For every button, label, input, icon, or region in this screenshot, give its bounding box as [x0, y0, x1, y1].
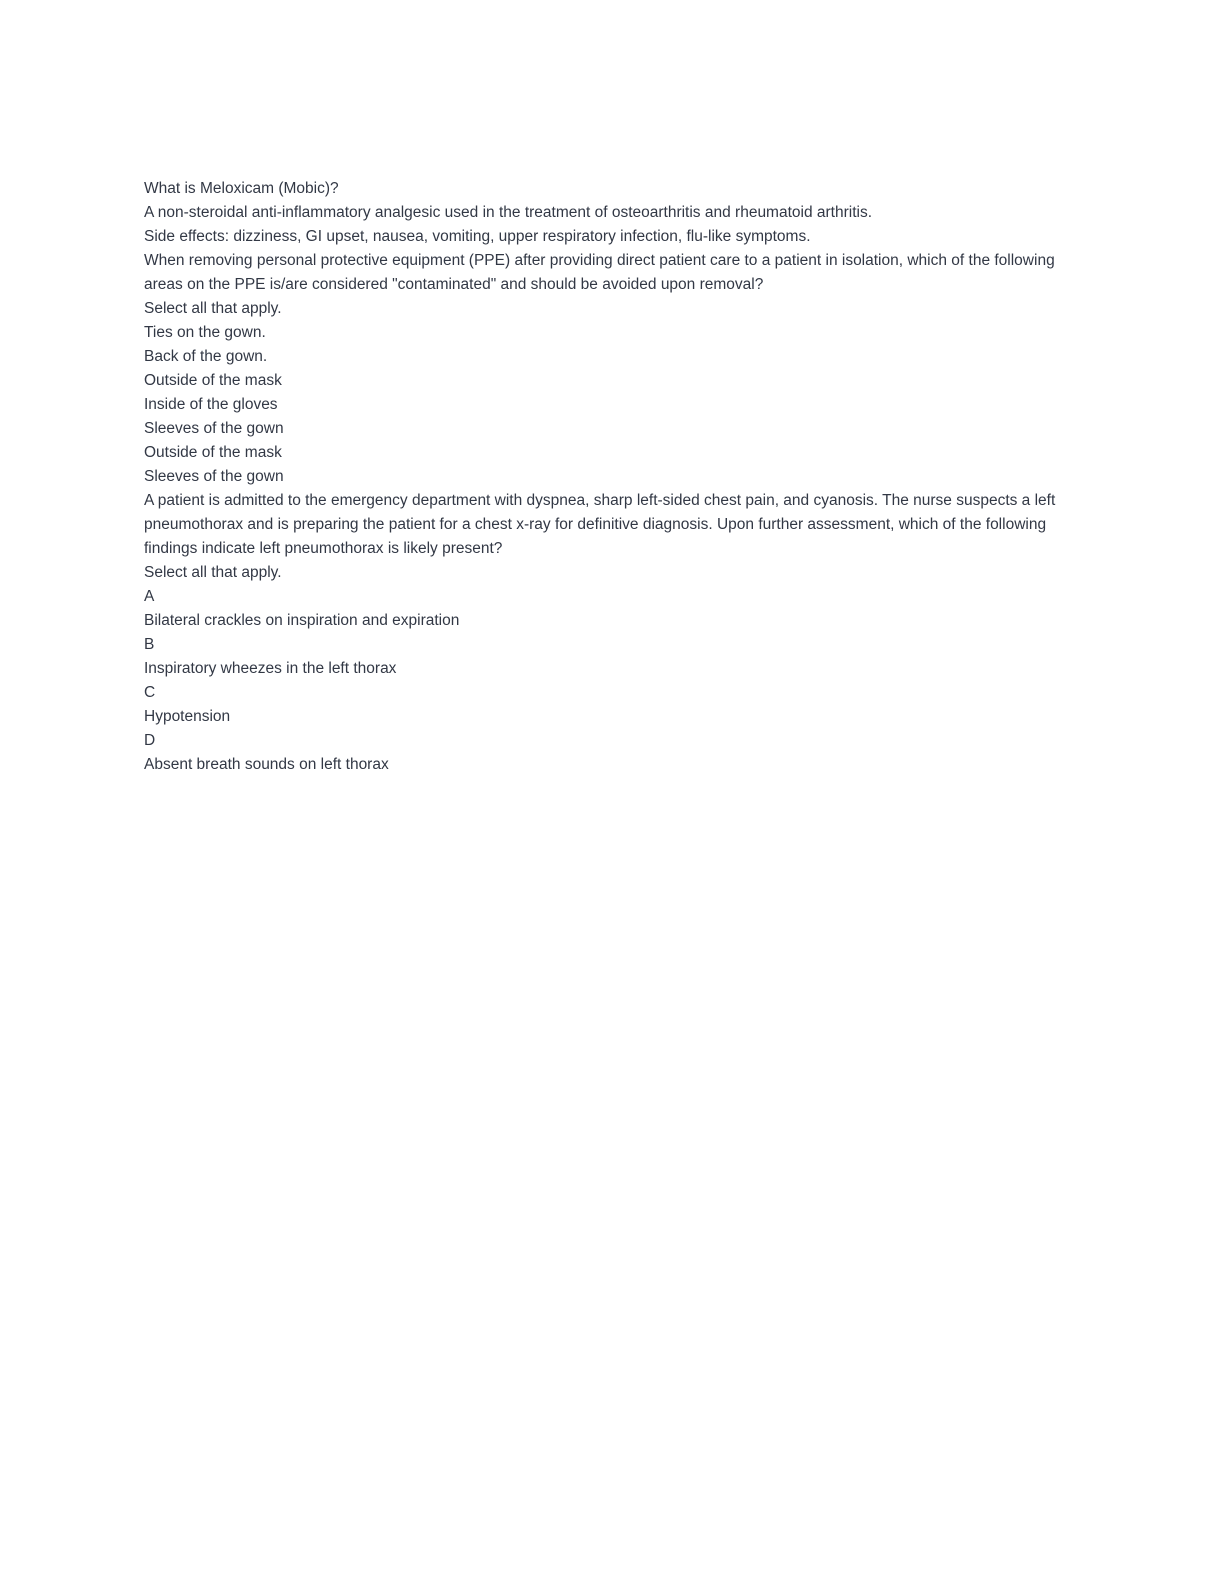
flashcard-question: What is Meloxicam (Mobic)?: [144, 180, 339, 197]
pneumothorax-option-text: Inspiratory wheezes in the left thorax: [144, 660, 397, 677]
pneumothorax-option-letter: D: [144, 732, 156, 749]
ppe-option: Outside of the mask: [144, 372, 282, 389]
pneumothorax-option-letter: C: [144, 684, 156, 701]
ppe-question-text: When removing personal protective equipment (PPE) after providing direct patient care to a patient in isolation, which of the following areas on the PPE is/are considered "contaminated" and should be avoided upon removal?: [144, 252, 1055, 293]
flashcard-side-effects: Side effects: dizziness, GI upset, nausea, vomiting, upper respiratory infection, flu-like symptoms.: [144, 228, 811, 245]
ppe-instruction: Select all that apply.: [144, 300, 282, 317]
pneumothorax-option-text: Absent breath sounds on left thorax: [144, 756, 389, 773]
ppe-option: Back of the gown.: [144, 348, 268, 365]
pneumothorax-option-text: Bilateral crackles on inspiration and expiration: [144, 612, 460, 629]
ppe-option: Ties on the gown.: [144, 324, 266, 341]
pneumothorax-option-letter: A: [144, 588, 155, 605]
ppe-option: Sleeves of the gown: [144, 420, 284, 437]
ppe-option: Sleeves of the gown: [144, 468, 284, 485]
ppe-option: Inside of the gloves: [144, 396, 278, 413]
pneumothorax-instruction: Select all that apply.: [144, 564, 282, 581]
flashcard-answer: A non-steroidal anti-inflammatory analgesic used in the treatment of osteoarthritis and rheumatoid arthritis.: [144, 204, 873, 221]
ppe-option: Outside of the mask: [144, 444, 282, 461]
pneumothorax-question-text: A patient is admitted to the emergency department with dyspnea, sharp left-sided chest pain, and cyanosis. The nurse suspects a left pneumothorax and is preparing the patient for a chest x-ray for definitive diagnosis. Upon further assessment, which of the following findings indicate left pneumothorax is likely present?: [144, 492, 1056, 557]
pneumothorax-option-text: Hypotension: [144, 708, 231, 725]
pneumothorax-option-letter: B: [144, 636, 155, 653]
